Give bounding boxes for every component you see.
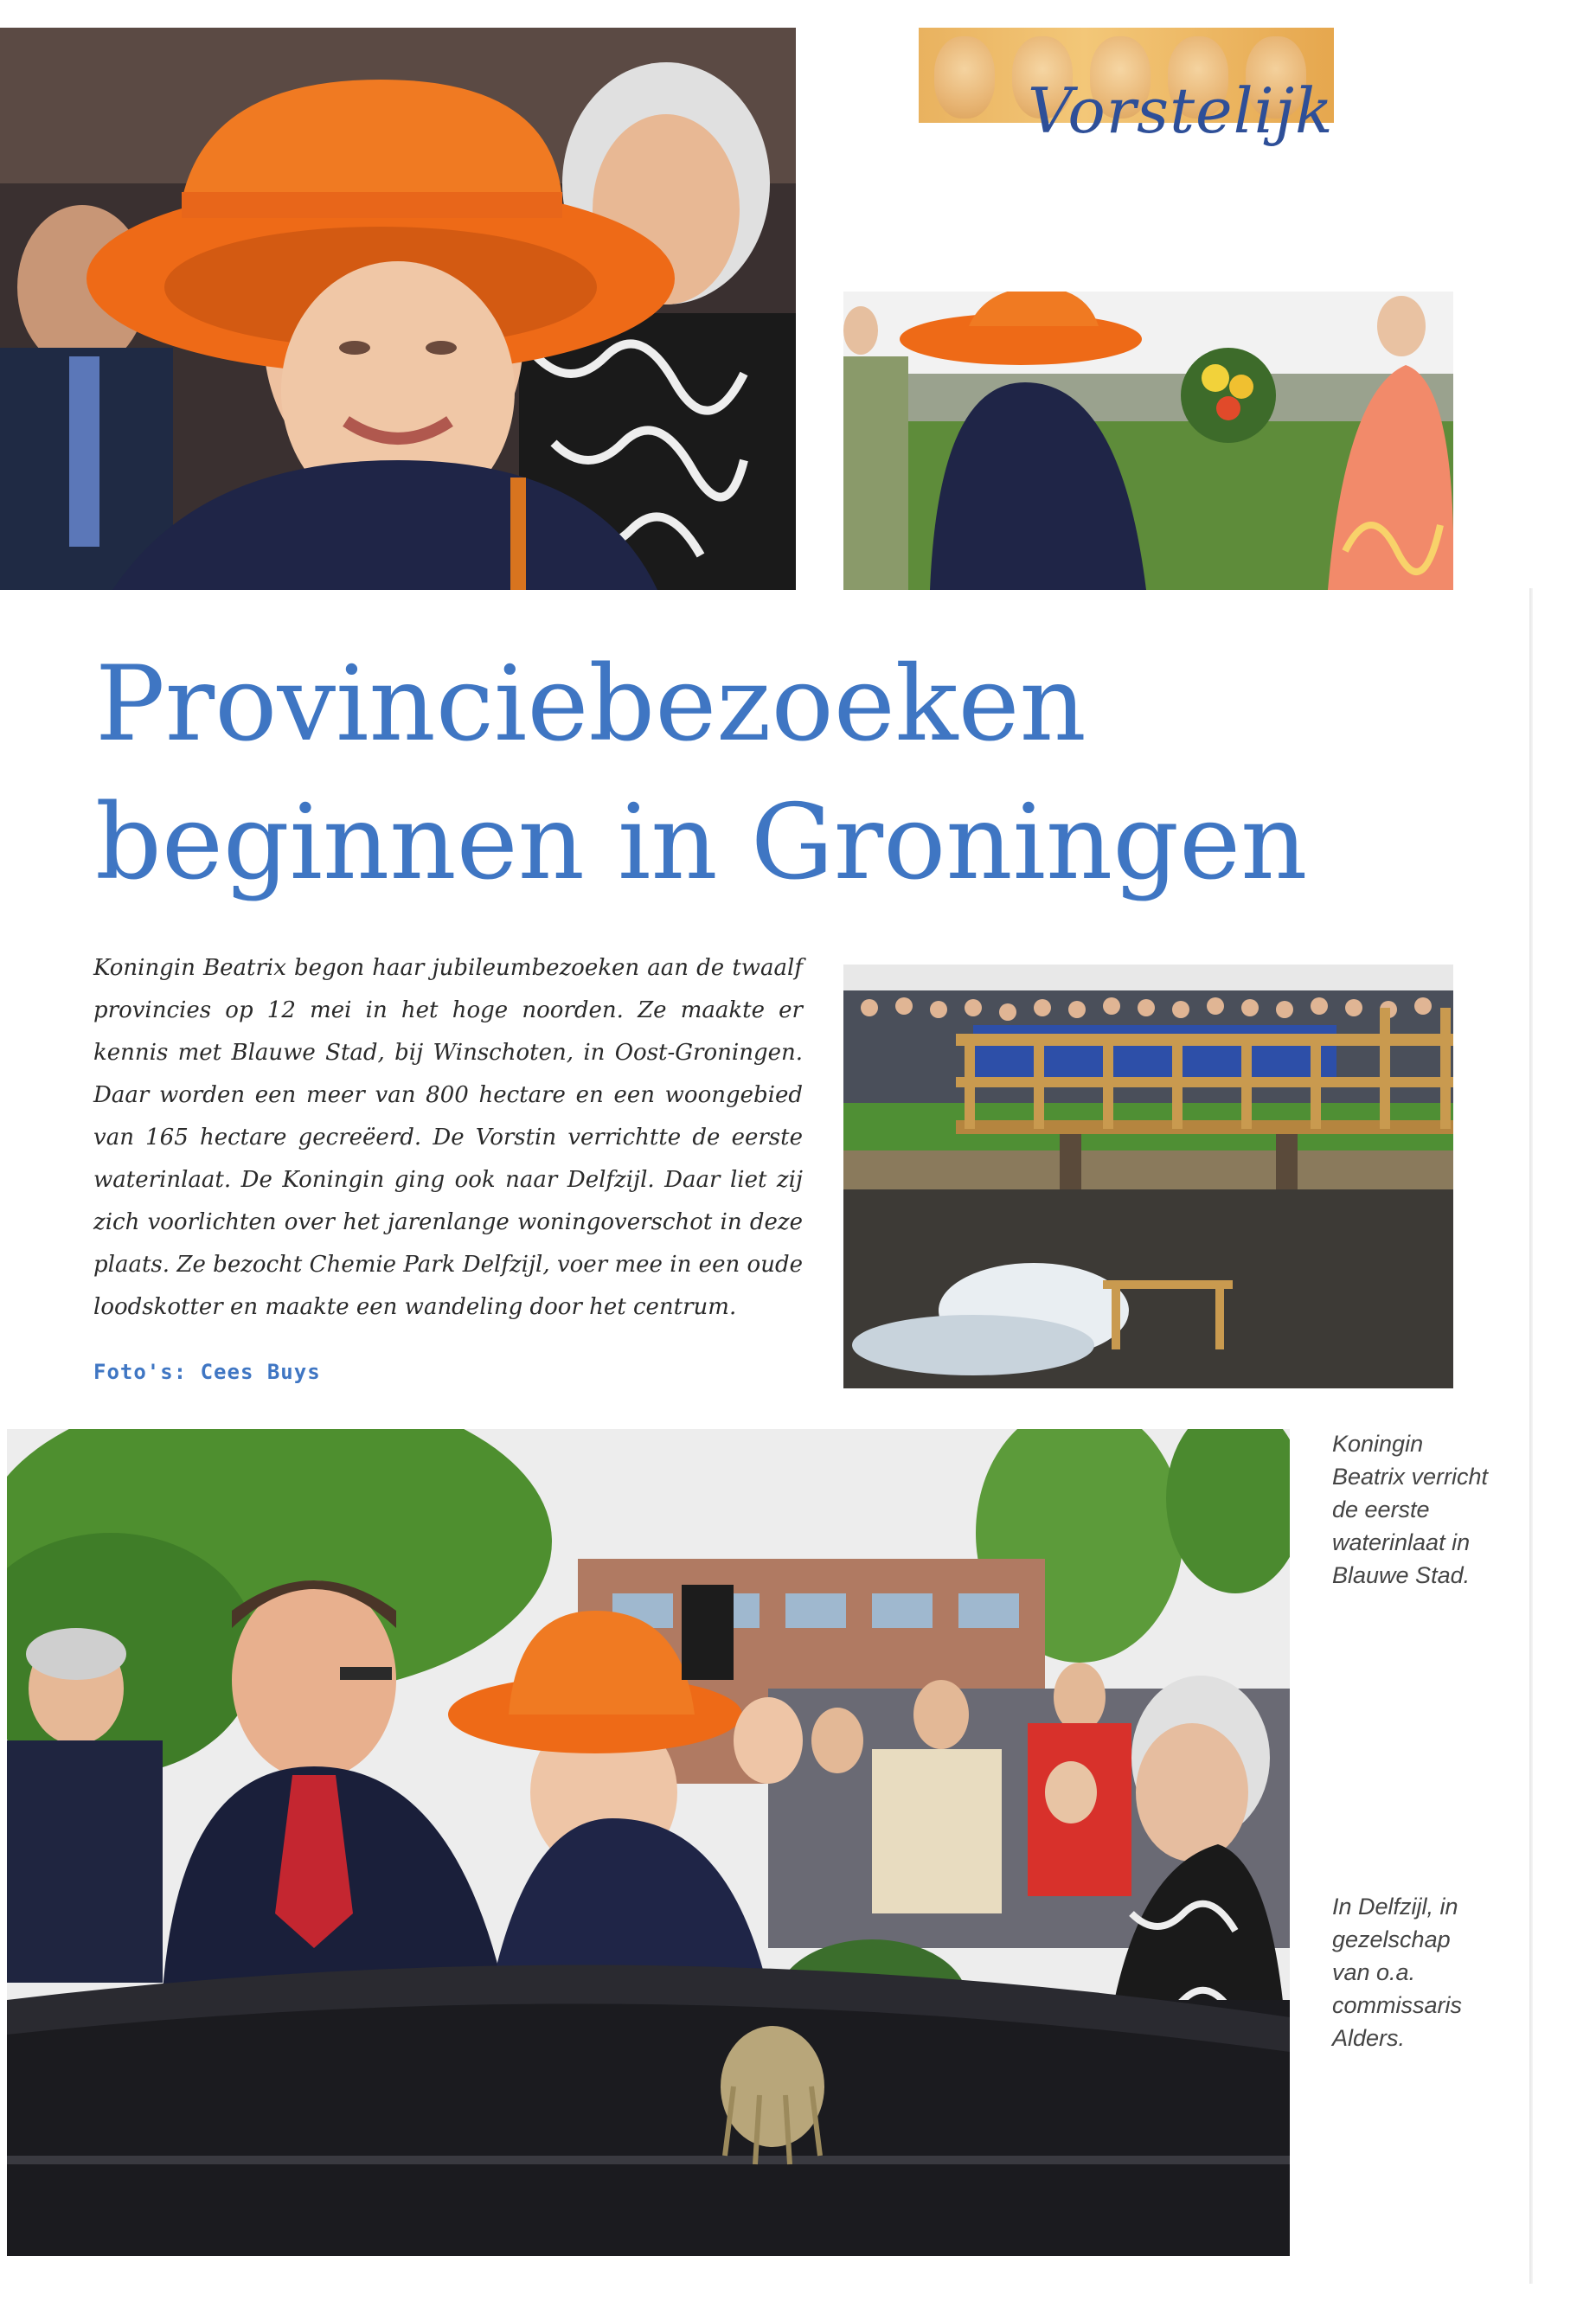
caption-delfzijl: In Delfzijl, in gezelschap van o.a. commissaris Alders. <box>1332 1894 1463 2051</box>
photo-carriage-delfzijl-image <box>7 1429 1290 2256</box>
photo-queen-portrait <box>0 28 796 590</box>
photo-flowers-handover <box>843 292 1453 590</box>
photo-water-inlet <box>843 965 1453 1388</box>
caption-water-inlet: Koningin Beatrix verricht de eerste waterinlaat in Blauwe Stad. <box>1332 1431 1489 1588</box>
article-body: Koningin Beatrix begon haar jubileumbezoeken aan de twaalf provincies op 12 mei in het hoge noorden. Ze maakte er kennis met Blauwe Stad, bij Winschoten, in Oost-Groningen. Daar worden een meer van 800 hectare en een woongebied van 165 hectare gecreëerd. De Vorstin verrichtte de eerste waterinlaat. De Koningin ging ook naar Delfzijl. Daar liet zij zich voorlichten over het jarenlange woningoverschot in deze plaats. Ze bezocht Chemie Park Delfzijl, voer mee in een oude loodskotter en maakte een wandeling door het centrum. <box>93 955 803 1320</box>
section-label: Vorstelijk <box>1028 74 1334 147</box>
photo-credit: Foto's: Cees Buys <box>93 1360 321 1384</box>
photo-water-inlet-image <box>843 965 1453 1388</box>
photo-carriage-delfzijl <box>7 1429 1290 2256</box>
page-title <box>95 636 1479 913</box>
page-fold-shadow <box>1529 588 1533 2284</box>
photo-flowers-handover-image <box>843 292 1453 590</box>
page-title-line-2: beginnen in Groningen <box>95 783 1308 903</box>
page-title-line-1: Provinciebezoeken <box>95 644 1086 765</box>
photo-queen-portrait-image <box>0 28 796 590</box>
